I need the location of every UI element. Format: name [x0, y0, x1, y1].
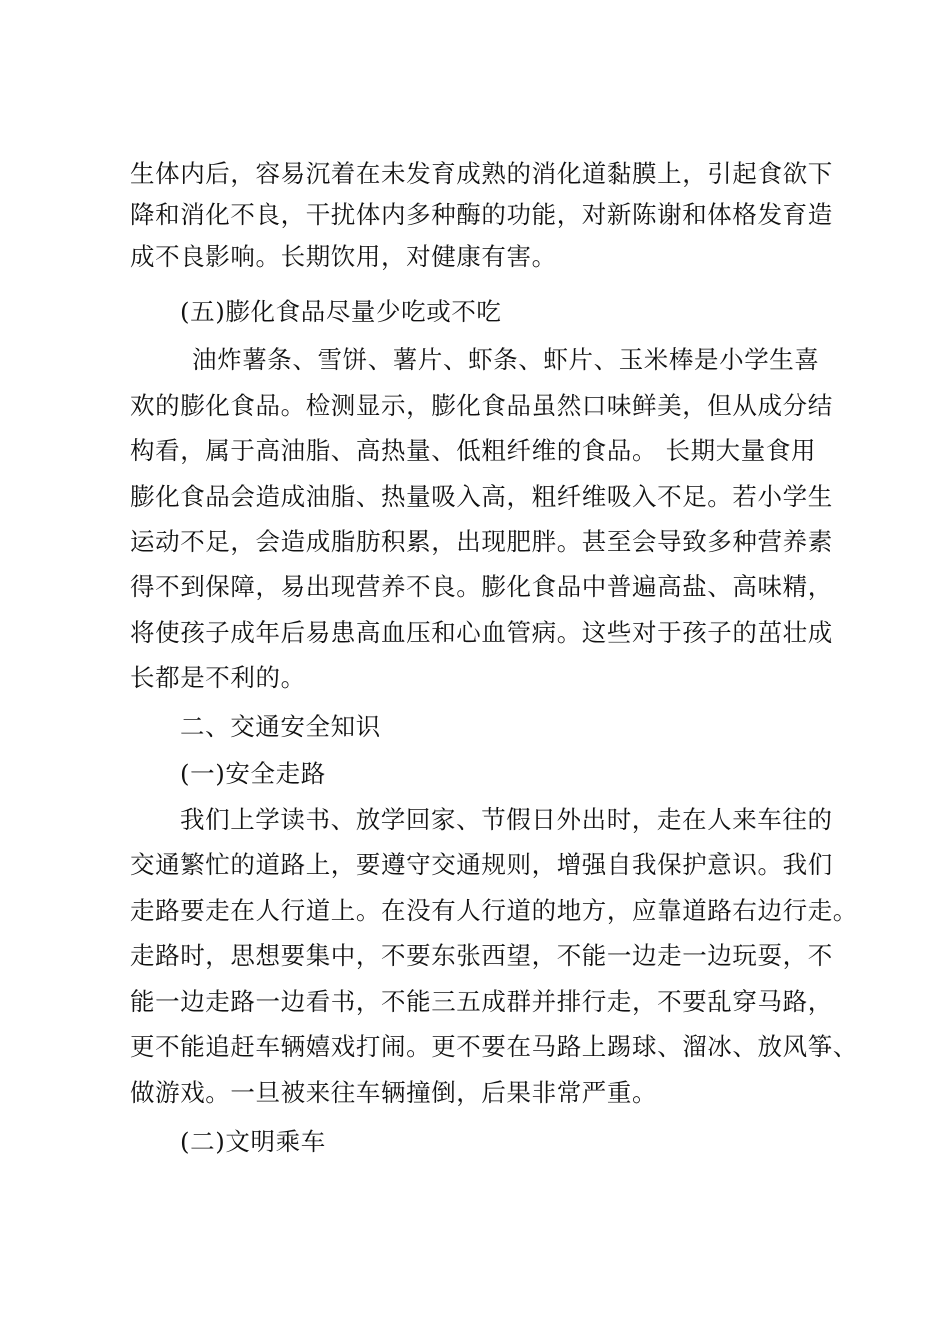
body-text-line: 长都是不利的。	[130, 663, 306, 692]
body-text-line: 将使孩子成年后易患高血压和心血管病。这些对于孩子的茁壮成	[130, 618, 833, 647]
body-text-line: 降和消化不良，干扰体内多种酶的功能，对新陈谢和体格发育造	[130, 200, 833, 229]
body-text-line: 成不良影响。长期饮用，对健康有害。	[130, 242, 557, 271]
chapter-heading: 二、交通安全知识	[180, 712, 381, 741]
body-text-line: 走路要走在人行道上。在没有人行道的地方，应靠道路右边行走。	[130, 896, 858, 925]
body-text-line: 更不能追赶车辆嬉戏打闹。更不要在马路上踢球、溜冰、放风筝、	[130, 1032, 858, 1061]
section-heading: (五)膨化食品尽量少吃或不吃	[180, 297, 502, 326]
body-text-line: 运动不足，会造成脂肪积累，出现肥胖。甚至会导致多种营养素	[130, 527, 833, 556]
section-heading: (一)安全走路	[180, 759, 326, 788]
body-text-line: 走路时，思想要集中，不要东张西望，不能一边走一边玩耍，不	[130, 941, 833, 970]
body-text-line: 做游戏。一旦被来往车辆撞倒，后果非常严重。	[130, 1078, 658, 1107]
body-text-line: 能一边走路一边看书，不能三五成群并排行走，不要乱穿马路，	[130, 987, 833, 1016]
body-text-line: 构看，属于高油脂、高热量、低粗纤维的食品。 长期大量食用	[130, 436, 817, 465]
body-text-line: 生体内后，容易沉着在未发育成熟的消化道黏膜上，引起食欲下	[130, 159, 833, 188]
body-text-line: 我们上学读书、放学回家、节假日外出时，走在人来车往的	[180, 805, 833, 834]
body-text-line: 得不到保障，易出现营养不良。膨化食品中普遍高盐、高味精，	[130, 572, 833, 601]
body-text-line: 交通繁忙的道路上，要遵守交通规则，增强自我保护意识。我们	[130, 850, 833, 879]
body-text-line: 欢的膨化食品。检测显示，膨化食品虽然口味鲜美，但从成分结	[130, 391, 833, 420]
section-heading: (二)文明乘车	[180, 1127, 326, 1156]
body-text-line: 油炸薯条、雪饼、薯片、虾条、虾片、玉米棒是小学生喜	[192, 345, 820, 374]
body-text-line: 膨化食品会造成油脂、热量吸入高，粗纤维吸入不足。若小学生	[130, 482, 833, 511]
